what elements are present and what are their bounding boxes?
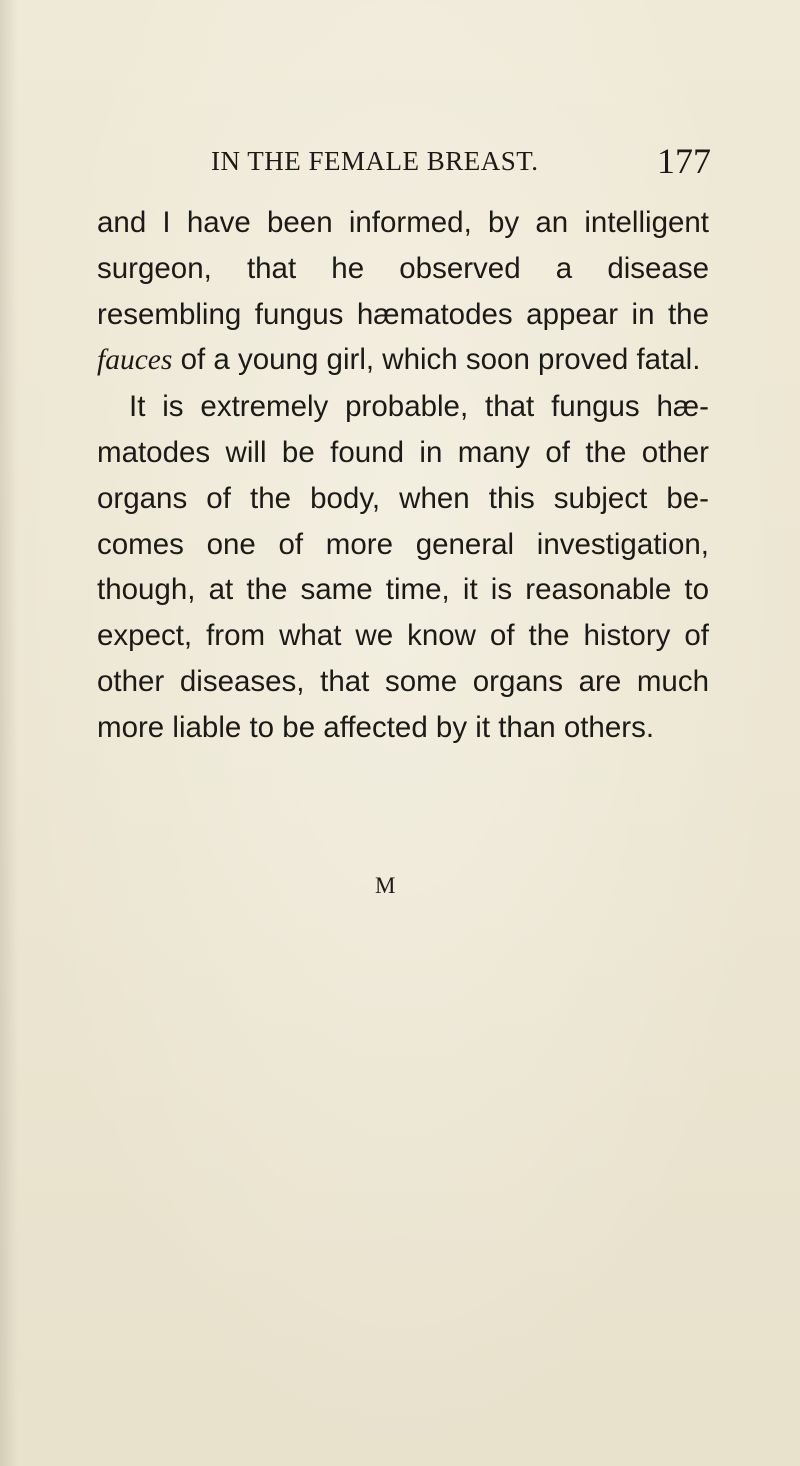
page-number: 177: [657, 141, 711, 181]
running-head: [211, 140, 711, 190]
page-gutter-shadow: [0, 0, 18, 1466]
paragraph-1-text-a: and I have been informed, by an intelligent surgeon, that he observed a disease resembling fungus hæmatodes appear in the: [97, 206, 709, 331]
running-title: IN THE FEMALE BREAST.: [211, 146, 539, 176]
paragraph-2: It is extremely probable, that fungus hæ-matodes will be found in many of the other organs of the body, when this subject be-comes one of more general investigation, though, at the same time, it is reasonable to expect, from what we know of the history of other diseases, that some organs are much more liable to be affected by it than others.: [97, 390, 709, 744]
paragraph-1-italic: fauces: [97, 344, 173, 377]
signature-mark: M: [375, 873, 397, 898]
paragraph-1: [97, 200, 709, 384]
body-text: [97, 200, 709, 751]
paragraph-1-text-b: of a young girl, which soon proved fatal.: [172, 343, 701, 377]
